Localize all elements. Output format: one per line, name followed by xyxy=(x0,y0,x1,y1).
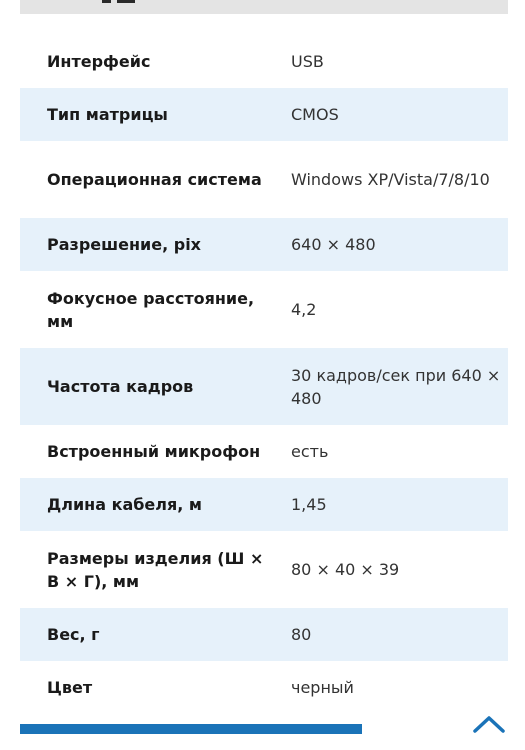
spec-row-interface xyxy=(20,35,508,88)
spec-label: Тип матрицы xyxy=(47,105,168,124)
spec-label: Частота кадров xyxy=(47,377,194,396)
chevron-up-icon xyxy=(472,713,506,735)
spec-value: Windows XP/Vista/7/8/10 xyxy=(291,170,490,189)
spec-value: 4,2 xyxy=(291,300,317,319)
spec-value: черный xyxy=(291,678,354,697)
spec-label: Вес, г xyxy=(47,625,100,644)
spec-row-sensor-type xyxy=(20,88,508,141)
spec-row-focal-length xyxy=(20,271,508,348)
cropped-heading-glyphs xyxy=(102,0,150,3)
spec-value: CMOS xyxy=(291,105,339,124)
specifications-table xyxy=(20,35,508,714)
scroll-to-top-button[interactable] xyxy=(472,713,506,735)
spec-label: Операционная система xyxy=(47,170,262,189)
spec-label: Разрешение, pix xyxy=(47,235,201,254)
spec-row-color xyxy=(20,661,508,714)
spec-label: Длина кабеля, м xyxy=(47,495,202,514)
spec-label: Встроенный микрофон xyxy=(47,442,261,461)
spec-value: 80 × 40 × 39 xyxy=(291,560,400,579)
spec-value: 640 × 480 xyxy=(291,235,376,254)
spec-row-microphone xyxy=(20,425,508,478)
previous-section-bar xyxy=(20,0,508,14)
spec-row-resolution xyxy=(20,218,508,271)
reading-progress-bar xyxy=(20,724,362,734)
spec-row-operating-system xyxy=(20,141,508,218)
spec-row-dimensions xyxy=(20,531,508,608)
spec-value: есть xyxy=(291,442,329,461)
spec-label: Цвет xyxy=(47,678,93,697)
spec-value: 80 xyxy=(291,625,312,644)
spec-value: 1,45 xyxy=(291,495,327,514)
spec-label: Фокусное расстояние, мм xyxy=(47,288,255,331)
spec-value: USB xyxy=(291,52,324,71)
spec-row-weight xyxy=(20,608,508,661)
spec-value: 30 кадров/сек при 640 × 480 xyxy=(291,365,501,408)
spec-label: Интерфейс xyxy=(47,52,151,71)
spec-row-frame-rate xyxy=(20,348,508,425)
spec-label: Размеры изделия (Ш × В × Г), мм xyxy=(47,548,264,591)
spec-row-cable-length xyxy=(20,478,508,531)
